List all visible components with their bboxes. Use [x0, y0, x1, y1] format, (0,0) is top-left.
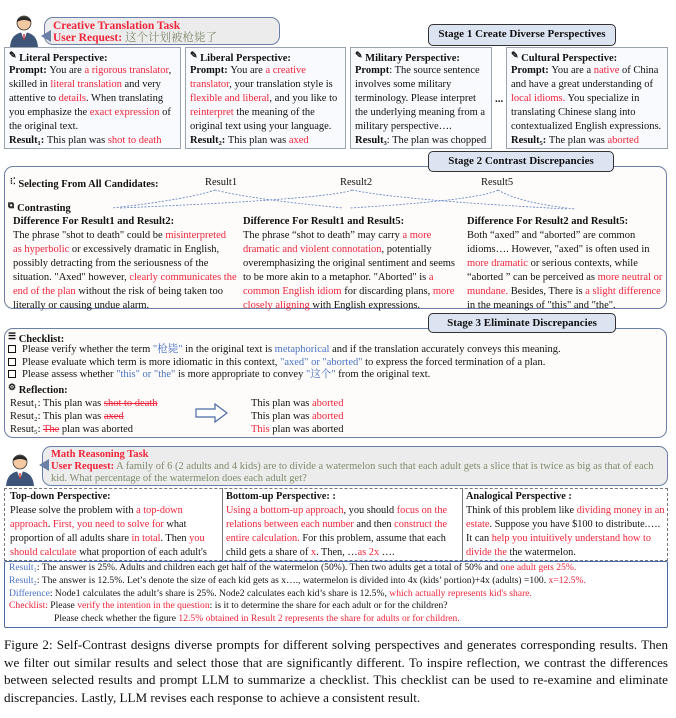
text-segment: You are a: [551, 65, 594, 76]
text-segment: , your translation style is: [229, 79, 333, 90]
text-segment: as 2x: [357, 547, 380, 558]
text-segment: The plan was: [548, 135, 608, 146]
right-arrow-icon: [195, 403, 229, 423]
text-segment: The phrase "shot to death" could be: [13, 230, 166, 241]
text-segment: Please verify whether the term: [22, 343, 153, 355]
text-segment: to express the forced termination of a plan.: [362, 356, 546, 368]
text-segment: which actually represents kid's share.: [389, 587, 532, 599]
text-segment: This plan was: [227, 135, 289, 146]
contrast-arrows: [0, 0, 676, 215]
text-segment: Prompt: [355, 65, 390, 76]
stage3-label: Stage 3 Eliminate Discrepancies: [428, 313, 616, 333]
text-segment: You are: [49, 65, 85, 76]
text-segment: This plan was: [46, 135, 108, 146]
text-segment: : The answer is 25%. Adults and children each get half of the watermelon (50%). Then two adults get a total of 50% and: [36, 562, 501, 573]
difference-1-5: Difference For Result1 and Result5: The phrase “shot to death” may carry a more dramatic and violent connotation, potentially overemphasizing the original sentiment and seems to be more akin to a metaphor. "Aborted" is a common English idiom for discarding plans, more closely aligning with English expressions.: [243, 216, 455, 311]
arrow-path: [498, 190, 575, 209]
arrow-path: [352, 190, 567, 209]
text-segment: or serious contexts, while “aborted ” can be perceived as: [467, 258, 638, 283]
text-segment: Result₅:: [511, 135, 549, 146]
text-segment: flexible and liberal: [190, 93, 270, 104]
text-segment: "axed" or "aborted": [280, 356, 363, 368]
stage2-label: Stage 2 Contrast Discrepancies: [428, 151, 614, 172]
text-segment: in total: [131, 533, 161, 544]
text-segment: the meaning of the original text using your language.: [190, 107, 332, 132]
text-segment: : The answer is 12.5%. Let’s denote the size of each kid gets as x…., watermelon is divided into 4x (kids’ portion)+4x (adults) =100.: [36, 574, 549, 586]
text-segment: Checklist:: [9, 600, 48, 612]
text-segment: is more appropriate to convey: [175, 369, 306, 381]
select-icon: ⁝⁚: [10, 176, 16, 186]
math-perspective-analogical: Analogical Perspective : Think of this problem like dividing money in an estate. Suppose you have $100 to distribute.…. It can help you intuitively understand how to divide the the watermelon.: [466, 491, 665, 558]
text-segment: : The source sentence involves some military terminology. Please interpret the underlying meaning from a military perspective….: [355, 65, 486, 132]
reflection-before: [10, 398, 158, 436]
text-segment: aborted: [607, 135, 639, 146]
text-segment: Resut₅:: [10, 423, 43, 435]
text-segment: This plan was: [251, 398, 312, 409]
difference-1-2: Difference For Result1 and Result2: The phrase "shot to death" could be misinterpreted as hyperbolic or excessively dramatic in English, possibly detracting from the seriousness of the situation. "Axed" however, clearly communicates the end of the plan without the risk of being taken too literally or causing undue alarm.: [13, 216, 237, 311]
text-segment: what proportion of all adults share: [10, 519, 187, 544]
text-segment: Prompt:: [511, 65, 552, 76]
request-label: User Request:: [51, 461, 115, 472]
text-segment: The: [42, 423, 60, 435]
math-results: [9, 562, 667, 626]
text-segment: Resut₁: This plan was: [10, 398, 104, 409]
text-segment: a more dramatic and violent connotation: [243, 230, 432, 255]
text-segment: Please check whether the figure: [54, 613, 179, 625]
text-segment: shot to death: [103, 398, 158, 409]
text-segment: for discarding plans,: [341, 286, 433, 297]
arrow-path: [120, 190, 352, 208]
candidate-result5: Result5: [481, 177, 514, 188]
text-segment: of China and have a great understanding of: [511, 65, 659, 90]
text-segment: Please assess whether: [22, 369, 117, 381]
text-segment: more closely aligning: [243, 286, 455, 311]
text-segment: native: [593, 65, 620, 76]
text-segment: This plan was: [251, 410, 312, 422]
text-segment: Result₂:: [190, 135, 228, 146]
perspective-title: ✎ Literal Perspective:: [9, 50, 108, 64]
text-segment: Resut₂: This plan was: [10, 410, 104, 422]
text-segment: "枪毙": [152, 343, 183, 355]
text-segment: Using a bottom-up approach: [226, 505, 344, 516]
checkbox[interactable]: [8, 370, 16, 378]
text-segment: You specialize in translating Chinese slang into contextualized English expressions.: [511, 93, 662, 132]
text-segment: plan was aborted: [269, 423, 344, 435]
text-segment: . Suppose you have $100 to distribute.…. It can: [466, 519, 661, 544]
text-segment: and very attentive to: [9, 79, 161, 104]
text-segment: the watermelon.: [506, 547, 576, 558]
text-segment: Prompt:: [190, 65, 231, 76]
text-segment: The phrase “shot to death” may carry: [243, 230, 403, 241]
text-segment: "这个": [305, 369, 336, 381]
text-segment: exact expression: [89, 107, 160, 118]
text-segment: Difference: [9, 587, 50, 599]
text-segment: more dramatic: [467, 258, 528, 269]
request-label: User Request:: [53, 32, 123, 44]
text-segment: . Then: [160, 533, 190, 544]
reflection-after: [251, 398, 343, 436]
text-segment: Think of this problem like: [466, 505, 577, 516]
text-segment: focus on the relations between each number: [226, 505, 448, 530]
text-segment: help you intuitively understand how to divide the: [466, 533, 652, 558]
text-segment: axed: [288, 135, 309, 146]
text-segment: details: [58, 93, 86, 104]
text-segment: a creative translator: [190, 65, 306, 90]
text-segment: . When translating you emphasize the: [9, 93, 164, 118]
text-segment: literal translation: [50, 79, 122, 90]
text-segment: or excessively dramatic in English, possibly detracting from the seriousness of the situation. "Axed" however,: [13, 244, 220, 283]
text-segment: . Then, …: [316, 547, 358, 558]
text-segment: from the original text.: [335, 369, 431, 381]
note-edit-icon: ✎: [511, 50, 519, 60]
text-segment: a common English idiom: [243, 272, 434, 297]
text-segment: one adult gets 25%.: [500, 562, 577, 573]
text-segment: metaphorical: [274, 343, 330, 355]
text-segment: you should calculate: [10, 533, 205, 558]
text-segment: and if the translation accurately conveys this meaning.: [329, 343, 561, 355]
checklist: [8, 331, 658, 395]
text-segment: Result₁: [9, 562, 37, 573]
perspective-title: ✎ Liberal Perspective:: [190, 50, 291, 64]
user-avatar-icon: [4, 452, 36, 486]
text-segment: , potentially overemphasizing the original sentiment and seems to be more akin to a metaphor. "Aborted" is: [243, 244, 455, 283]
text-segment: , skilled in: [9, 65, 172, 90]
text-segment: First, you need to solve for: [52, 519, 164, 530]
text-segment: Besides, There is: [508, 286, 586, 297]
figure-caption: Figure 2: Self-Contrast designs diverse prompts for different solving perspectives and generates corresponding results. Then we filter out similar results and select those that are significantly different. To inspire reflection, we contrast the differences between selected results and prompt LLM to summarize a checklist. This checklist can be used to re-examine and eliminate discrepancies. Lastly, LLM revises each response to achieve a consistent result.: [4, 637, 668, 705]
text-segment: Please: [47, 600, 78, 612]
text-segment: of the original text.: [9, 107, 171, 132]
text-segment: : The plan was chopped: [386, 135, 487, 146]
text-segment: shot to death: [107, 135, 162, 146]
text-segment: in the original text is: [182, 343, 275, 355]
perspective-title: ✎ Military Perspective:: [355, 50, 460, 64]
text-segment: Result₃: [355, 135, 387, 146]
contrasting-heading: ⧉ Contrasting: [8, 200, 71, 214]
math-request-bubble: [42, 446, 668, 486]
text-segment: a slight difference: [585, 286, 661, 297]
text-segment: : Node1 calculates the adult’s share is 25%. Node2 calculates each kid’s share is 12.5%,: [49, 587, 390, 599]
text-segment: axed: [103, 410, 124, 422]
text-segment: construct the entire calculation.: [226, 519, 448, 544]
text-segment: "this" or "the": [116, 369, 176, 381]
math-perspective-topdown: Top-down Perspective: Please solve the problem with a top-down approach. First, you need to solve for what proportion of all adults share in total. Then you should calculate what proportion of each adult's: [10, 491, 207, 558]
reflection-heading: ⚙ Reflection:: [8, 382, 68, 397]
text-segment: x=12.5%.: [548, 574, 586, 586]
text-segment: ….: [379, 547, 395, 558]
compare-icon: ⧉: [8, 200, 15, 210]
checklist-item: [8, 357, 658, 370]
text-segment: what proportion of each adult's: [76, 547, 207, 558]
clipboard-icon: ☰: [8, 331, 17, 341]
text-segment: with English expressions.: [309, 300, 421, 311]
text-segment: You are: [230, 65, 266, 76]
text-segment: For this problem, assume that each child gets a share of: [226, 533, 446, 558]
stage1-label: Stage 1 Create Diverse Perspectives: [428, 24, 616, 46]
checkbox[interactable]: [8, 345, 16, 353]
text-segment: This: [251, 423, 270, 435]
text-segment: and then: [353, 519, 395, 530]
checklist-heading: ☰ Checklist:: [8, 331, 65, 345]
request-text: 这个计划被枪毙了: [124, 32, 217, 44]
text-segment: in the meanings of "this" and "the".: [467, 300, 616, 311]
text-segment: misinterpreted as hyperbolic: [13, 230, 226, 255]
math-perspective-bottomup: Bottom-up Perspective: : Using a bottom-up approach, you should focus on the relations between each number and then construct the entire calculation. For this problem, assume that each child gets a share of x. Then, …as 2x ….: [226, 491, 448, 558]
perspective-title: ✎ Cultural Perspective:: [511, 50, 618, 64]
task-title: Math Reasoning Task: [51, 449, 149, 460]
task-title: Creative Translation Task: [53, 20, 181, 32]
text-segment: aborted: [311, 398, 344, 409]
checkbox[interactable]: [8, 358, 16, 366]
checklist-item: [8, 369, 658, 382]
candidate-result2: Result2: [340, 177, 373, 188]
note-edit-icon: ✎: [355, 50, 363, 60]
selecting-heading: ⁝⁚ Selecting From All Candidates:: [10, 176, 159, 190]
text-segment: Prompt:: [9, 65, 50, 76]
note-edit-icon: ✎: [9, 50, 17, 60]
text-segment: .: [47, 519, 53, 530]
note-edit-icon: ✎: [190, 50, 198, 60]
arrow-path: [112, 190, 215, 208]
arrow-path: [350, 190, 498, 208]
text-segment: more neutral or mundane.: [467, 272, 663, 297]
head-gear-icon: ⚙: [8, 382, 17, 393]
text-segment: , you should: [343, 505, 397, 516]
text-segment: Please solve the problem with: [10, 505, 137, 516]
text-segment: : is it to determine the share for each adult or for the children?: [209, 600, 448, 612]
text-segment: 12.5% obtained in Result 2 represents the share for adults or for children.: [178, 613, 460, 625]
text-segment: local idioms.: [511, 93, 566, 104]
ellipsis: ...: [495, 93, 504, 105]
text-segment: a top-down approach: [10, 505, 183, 530]
text-segment: without the risk of being taken too literally or causing undue alarm.: [13, 286, 223, 311]
text-segment: Result₂: [9, 574, 37, 586]
text-segment: aborted: [311, 410, 344, 422]
text-segment: Please evaluate which term is more idiomatic in this context,: [22, 356, 281, 368]
text-segment: , and you like to: [269, 93, 338, 104]
text-segment: Both “axed” and “aborted” are common idioms…. However, "axed" is often used in: [467, 230, 650, 255]
text-segment: clearly communicates the end of the plan: [13, 272, 237, 297]
text-segment: verify the intention in the question: [77, 600, 210, 612]
text-segment: Result₁:: [9, 135, 47, 146]
text-segment: a rigorous translator: [84, 65, 169, 76]
candidate-result1: Result1: [205, 177, 238, 188]
text-segment: reinterpret: [190, 107, 234, 118]
text-segment: dividing money in an estate: [466, 505, 665, 530]
text-segment: plan was aborted: [59, 423, 134, 435]
request-text: A family of 6 (2 adults and 4 kids) are to divide a watermelon such that each adult gets a slice that is twice as big as that of each kid. What percentage of the watermelon does each adult get?: [51, 461, 654, 484]
difference-2-5: Difference For Result2 and Result5: Both “axed” and “aborted” are common idioms…. However, "axed" is often used in more dramatic or serious contexts, while “aborted ” can be perceived as more neutral or mundane. Besides, There is a slight difference in the meanings of "this" and "the".: [467, 216, 663, 311]
checklist-item: [8, 344, 658, 357]
text-segment: x: [310, 547, 317, 558]
